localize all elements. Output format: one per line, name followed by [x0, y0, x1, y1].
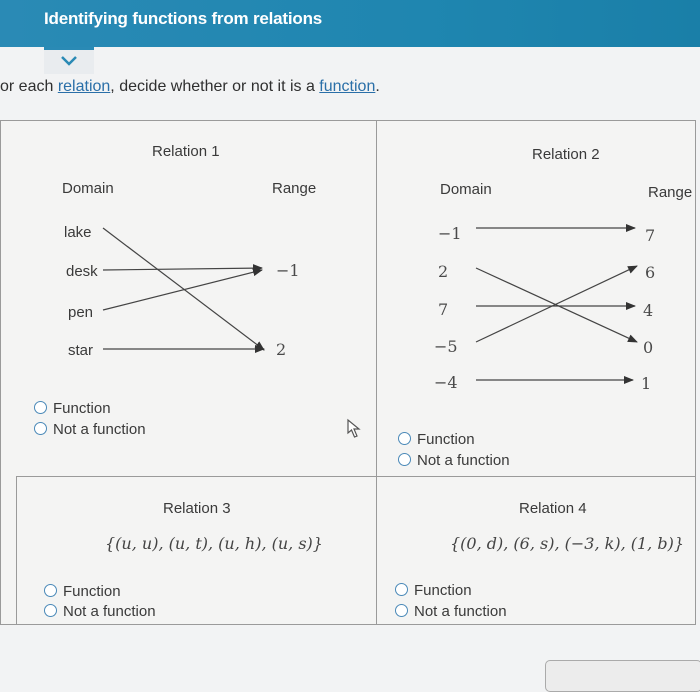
relation-2-range-item: 6 — [645, 263, 656, 282]
relation-4-option-function[interactable]: Function — [395, 582, 472, 599]
radio-icon[interactable] — [44, 584, 57, 597]
relation-1-domain-item: star — [68, 342, 94, 359]
relation-1-option-function[interactable]: Function — [34, 400, 111, 417]
function-link[interactable]: function — [319, 78, 376, 95]
relation-1-range-label: Range — [272, 180, 317, 197]
radio-icon[interactable] — [395, 604, 408, 617]
relation-2-domain-label: Domain — [440, 181, 492, 198]
relation-3-title: Relation 3 — [163, 500, 231, 517]
relation-2-title: Relation 2 — [532, 146, 600, 163]
instruction-text: or each relation, decide whether or not it is a function. — [0, 78, 380, 95]
relation-4-option-not-function[interactable]: Not a function — [395, 603, 507, 620]
page-title: Identifying functions from relations — [44, 9, 323, 28]
relation-1-title: Relation 1 — [152, 143, 220, 160]
bottom-corner-button[interactable] — [545, 660, 700, 692]
relation-1-domain-item: pen — [68, 304, 94, 321]
relation-link[interactable]: relation — [57, 78, 111, 95]
relation-1-range-item: 2 — [276, 340, 287, 359]
relation-2-domain-item: 2 — [438, 262, 449, 281]
relation-2-domain-item: −5 — [434, 337, 458, 356]
relation-1-range-item: −1 — [276, 261, 300, 280]
relation-2-option-not-function[interactable]: Not a function — [398, 452, 510, 469]
mouse-cursor-icon — [346, 418, 364, 440]
relation-1-option-not-function[interactable]: Not a function — [34, 421, 146, 438]
relation-3-option-not-function[interactable]: Not a function — [44, 603, 156, 620]
relation-4-set: {(0, d), (6, s), (−3, k), (1, b)} — [450, 534, 685, 553]
relation-1-arrow — [103, 270, 262, 310]
relation-2-range-label: Range — [648, 184, 693, 201]
relation-1-domain-label: Domain — [62, 180, 114, 197]
relation-2-domain-item: −1 — [438, 224, 462, 243]
relation-2-domain-item: 7 — [438, 300, 449, 319]
relation-1-arrow — [103, 228, 264, 350]
radio-icon[interactable] — [395, 583, 408, 596]
relation-3-set: {(u, u), (u, t), (u, h), (u, s)} — [105, 534, 323, 553]
relation-1-domain-item: desk — [66, 263, 98, 280]
relation-1-domain-item: lake — [64, 224, 92, 241]
relation-2-range-item: 0 — [643, 338, 654, 357]
relation-1-arrow — [103, 268, 262, 270]
relation-2-option-function[interactable]: Function — [398, 431, 475, 448]
relation-2-range-item: 1 — [641, 374, 652, 393]
radio-icon[interactable] — [44, 604, 57, 617]
relation-3-option-function[interactable]: Function — [44, 583, 121, 600]
relation-2-range-item: 4 — [643, 301, 654, 320]
relation-2-domain-item: −4 — [434, 373, 458, 392]
relation-4-title: Relation 4 — [519, 500, 587, 517]
relation-2-range-item: 7 — [645, 226, 656, 245]
